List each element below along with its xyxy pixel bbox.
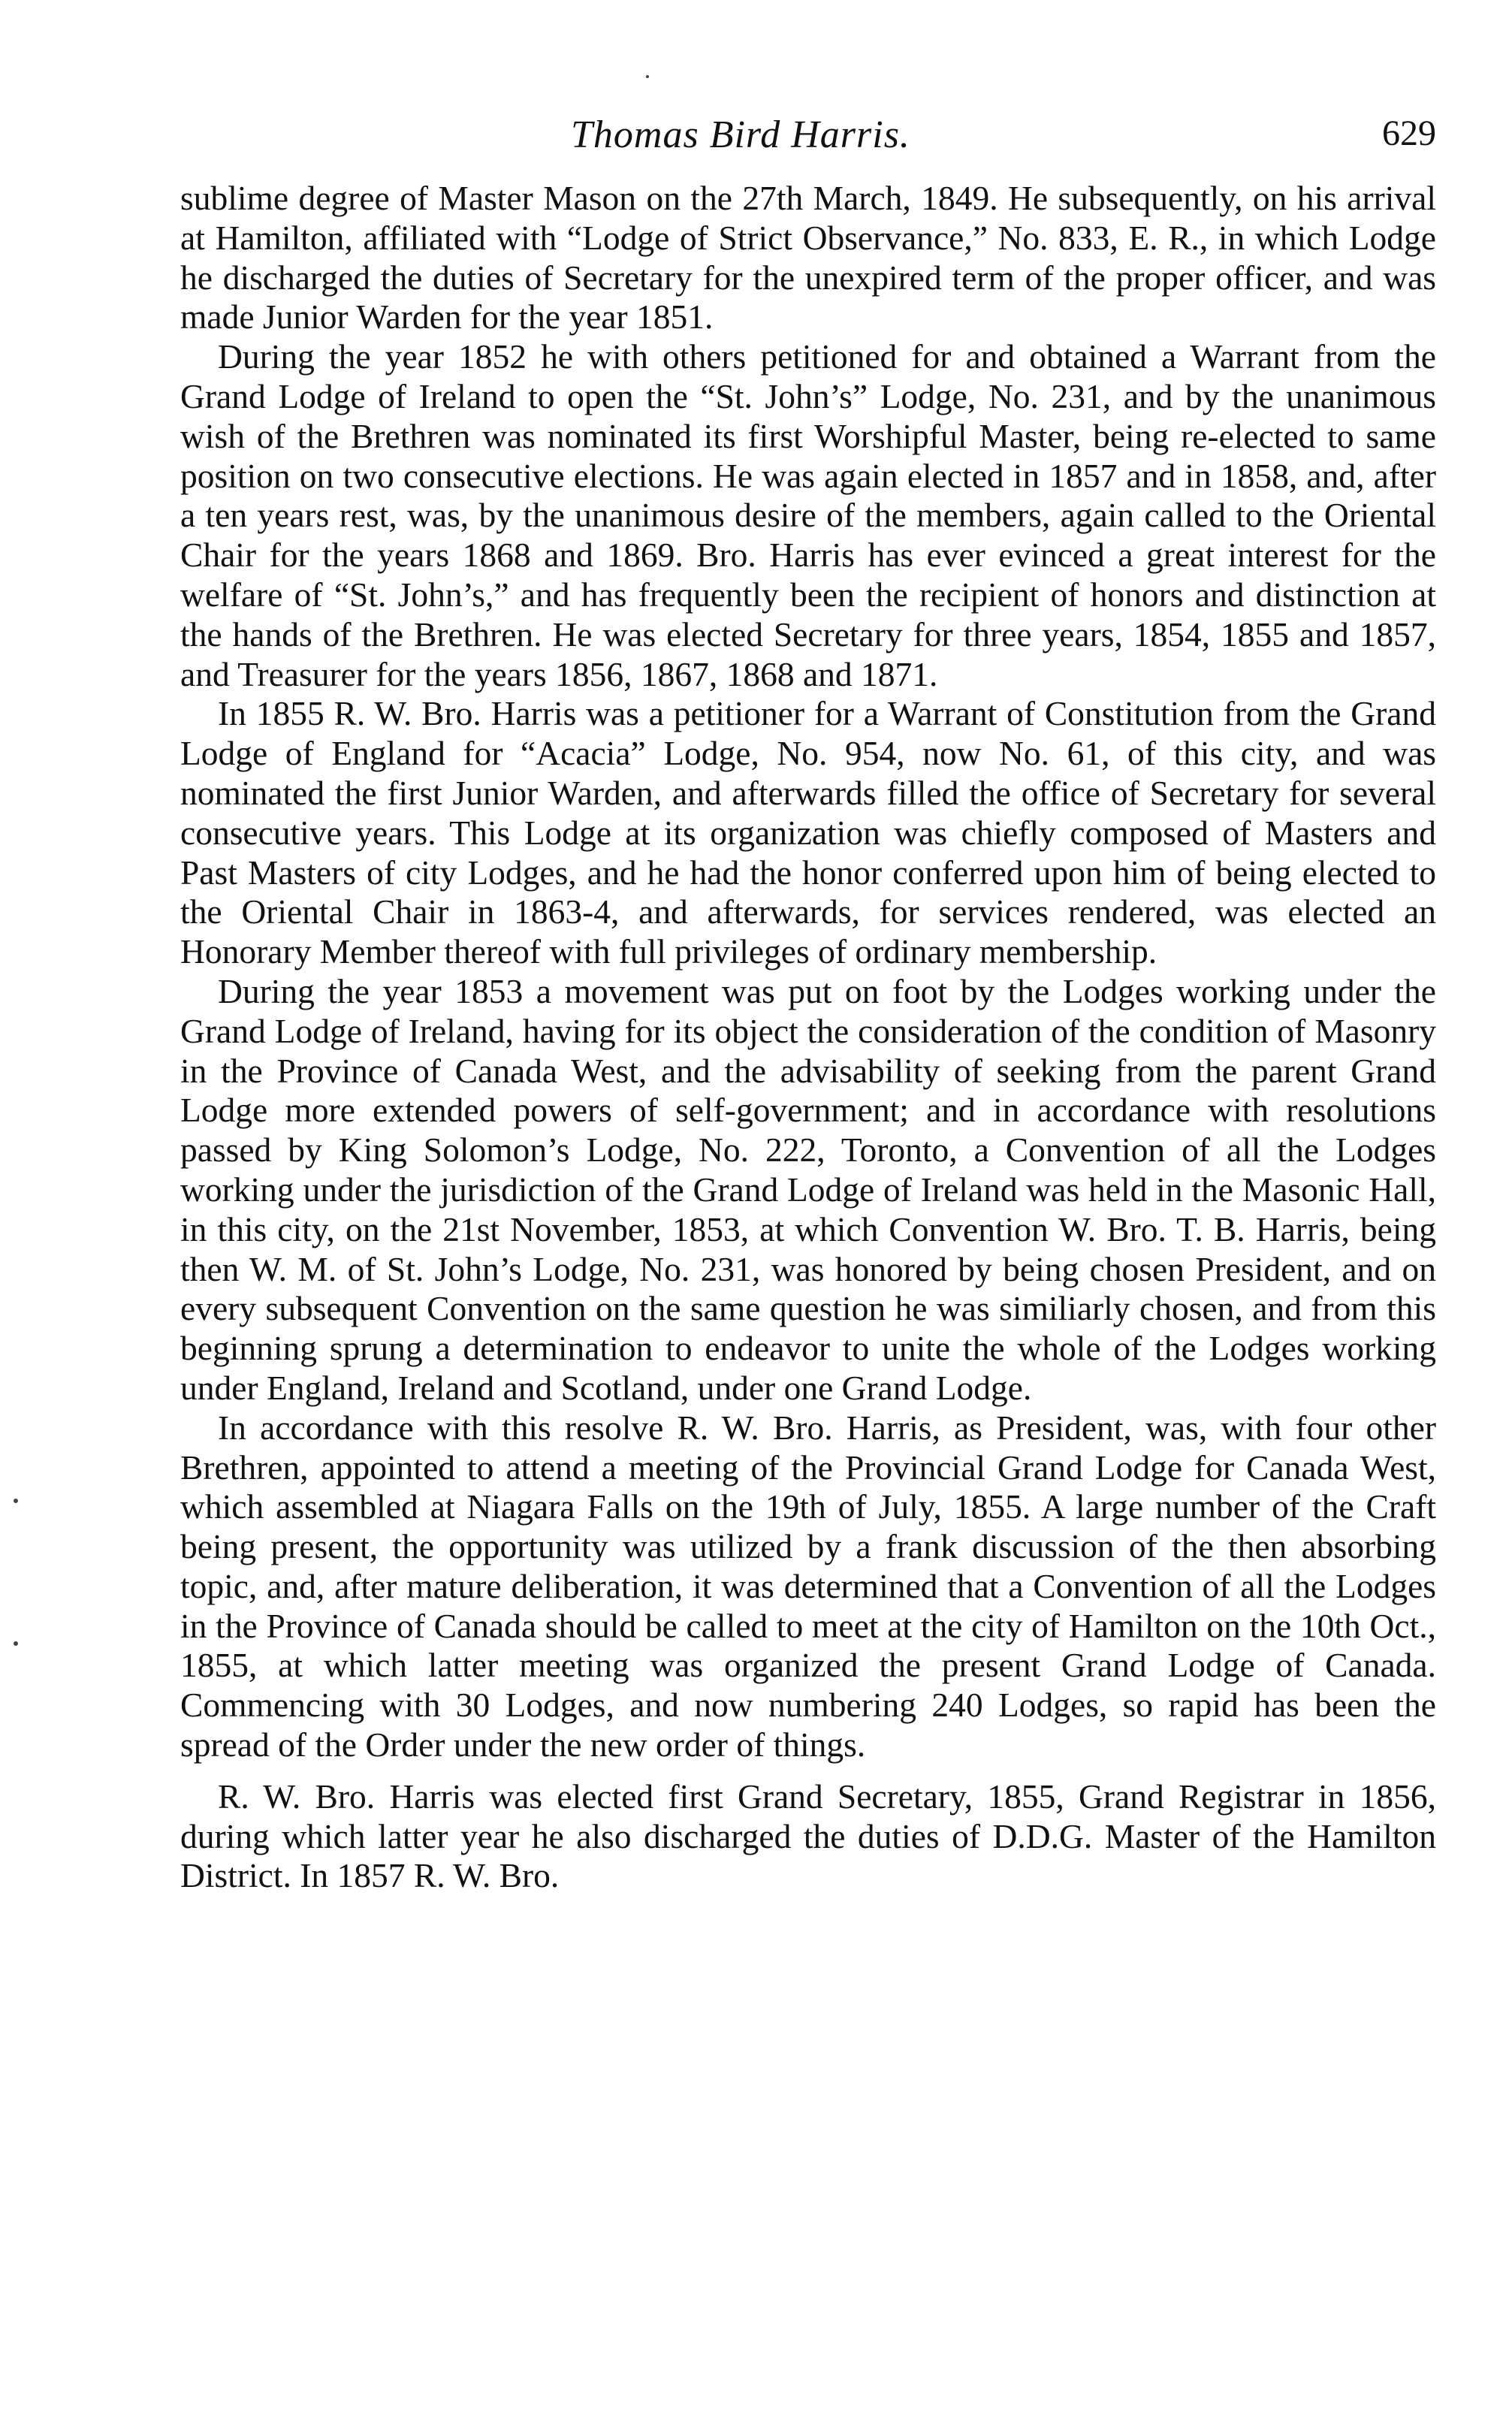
paragraph: In 1855 R. W. Bro. Harris was a petitioner for a Warrant of Constitution from the Grand Lodge of England for “Acacia” Lodge, No. 954, now No. 61, of this city, and was nominated the first Junior Warden, and afterwards filled the office of Secretary for several consecutive years. This Lodge at its organization was chiefly composed of Masters and Past Masters of city Lodges, and he had the honor conferred upon him of being elected to the Oriental Chair in 1863-4, and afterwards, for services rendered, was elected an Honorary Member thereof with full privileges of ordinary membership. <box>180 694 1436 971</box>
page-header <box>180 113 1436 173</box>
paragraph: During the year 1852 he with others petitioned for and obtained a Warrant from the Grand Lodge of Ireland to open the “St. John’s” Lodge, No. 231, and by the unanimous wish of the Brethren was nominated its first Worshipful Master, being re-elected to same position on two consecutive elections. He was again elected in 1857 and in 1858, and, after a ten years rest, was, by the unanimous desire of the members, again called to the Oriental Chair for the years 1868 and 1869. Bro. Harris has ever evinced a great interest for the welfare of “St. John’s,” and has frequently been the recipient of honors and distinction at the hands of the Brethren. He was elected Secretary for three years, 1854, 1855 and 1857, and Treasurer for the years 1856, 1867, 1868 and 1871. <box>180 337 1436 693</box>
paragraph: sublime degree of Master Mason on the 27th March, 1849. He subsequently, on his arrival at Hamilton, affiliated with “Lodge of Strict Observance,” No. 833, E. R., in which Lodge he discharged the duties of Secretary for the unexpired term of the proper officer, and was made Junior Warden for the year 1851. <box>180 179 1436 337</box>
paragraph: R. W. Bro. Harris was elected first Grand Secretary, 1855, Grand Registrar in 1856, during which latter year he also discharged the duties of D.D.G. Master of the Hamilton District. In 1857 R. W. Bro. <box>180 1776 1436 1895</box>
margin-speck <box>646 75 649 78</box>
running-title: Thomas Bird Harris. <box>571 113 910 156</box>
margin-speck <box>14 1641 18 1646</box>
page-number: 629 <box>1382 113 1436 153</box>
body-text <box>180 179 1436 1896</box>
paragraph: During the year 1853 a movement was put on foot by the Lodges working under the Grand Lodge of Ireland, having for its object the consideration of the condition of Masonry in the Province of Canada West, and the advisability of seeking from the parent Grand Lodge more extended powers of self-government; and in accordance with resolutions passed by King Solomon’s Lodge, No. 222, Toronto, a Convention of all the Lodges working under the jurisdiction of the Grand Lodge of Ireland was held in the Masonic Hall, in this city, on the 21st November, 1853, at which Convention W. Bro. T. B. Harris, being then W. M. of St. John’s Lodge, No. 231, was honored by being chosen President, and on every subsequent Convention on the same question he was similiarly chosen, and from this beginning sprung a determination to endeavor to unite the whole of the Lodges working under England, Ireland and Scotland, under one Grand Lodge. <box>180 971 1436 1407</box>
book-page <box>180 113 1436 1896</box>
paragraph: In accordance with this resolve R. W. Bro. Harris, as President, was, with four other Brethren, appointed to attend a meeting of the Provincial Grand Lodge for Canada West, which assembled at Niagara Falls on the 19th of July, 1855. A large number of the Craft being present, the opportunity was utilized by a frank discussion of the then absorbing topic, and, after mature deliberation, it was determined that a Convention of all the Lodges in the Province of Canada should be called to meet at the city of Hamilton on the 10th Oct., 1855, at which latter meeting was organized the present Grand Lodge of Canada. Commencing with 30 Lodges, and now numbering 240 Lodges, so rapid has been the spread of the Order under the new order of things. <box>180 1408 1436 1764</box>
margin-speck <box>14 1499 18 1503</box>
